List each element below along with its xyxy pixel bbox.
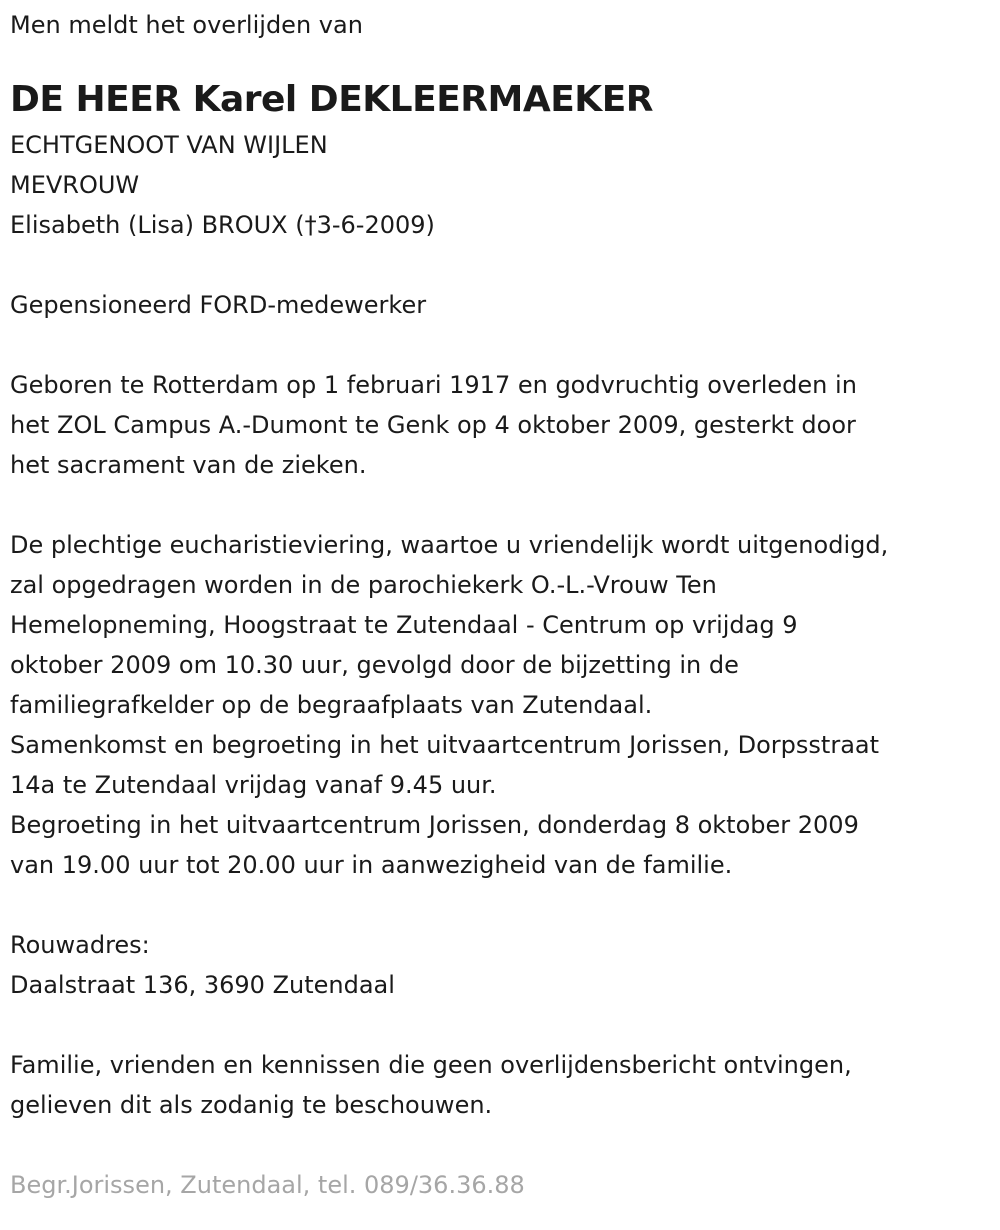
- paragraph-line: Familie, vrienden en kennissen die geen overlijdensbericht ontvingen,: [10, 1051, 852, 1079]
- deceased-name: DE HEER Karel DEKLEERMAEKER: [10, 79, 654, 120]
- paragraph-line: gelieven dit als zodanig te beschouwen.: [10, 1091, 493, 1119]
- paragraph-line: het ZOL Campus A.-Dumont te Genk op 4 oktober 2009, gesterkt door: [10, 411, 856, 439]
- spacer: [10, 485, 990, 525]
- paragraph-line: Hemelopneming, Hoogstraat te Zutendaal - Centrum op vrijdag 9: [10, 611, 798, 639]
- paragraph-line: Samenkomst en begroeting in het uitvaartcentrum Jorissen, Dorpsstraat: [10, 731, 880, 759]
- funeral-home-footer: Begr.Jorissen, Zutendaal, tel. 089/36.36.88: [10, 1171, 525, 1199]
- closing-paragraph: [10, 1045, 990, 1125]
- paragraph-line: Geboren te Rotterdam op 1 februari 1917 en godvruchtig overleden in: [10, 371, 857, 399]
- paragraph-line: oktober 2009 om 10.30 uur, gevolgd door de bijzetting in de: [10, 651, 739, 679]
- paragraph-line: De plechtige eucharistieviering, waartoe u vriendelijk wordt uitgenodigd,: [10, 531, 889, 559]
- paragraph-line: zal opgedragen worden in de parochiekerk O.-L.-Vrouw Ten: [10, 571, 717, 599]
- spacer: [10, 325, 990, 365]
- spouse-line-3: Elisabeth (Lisa) BROUX (†3-6-2009): [10, 211, 435, 239]
- spouse-line-1: ECHTGENOOT VAN WIJLEN: [10, 131, 328, 159]
- paragraph-line: familiegrafkelder op de begraafplaats van Zutendaal.: [10, 691, 653, 719]
- paragraph-line: het sacrament van de zieken.: [10, 451, 367, 479]
- occupation: Gepensioneerd FORD-medewerker: [10, 291, 427, 319]
- intro-text: Men meldt het overlijden van: [10, 11, 363, 39]
- spacer: [10, 1005, 990, 1045]
- paragraph-line: 14a te Zutendaal vrijdag vanaf 9.45 uur.: [10, 771, 497, 799]
- spacer: [10, 245, 990, 285]
- spacer: [10, 885, 990, 925]
- paragraph-line: van 19.00 uur tot 20.00 uur in aanwezigheid van de familie.: [10, 851, 733, 879]
- address: Daalstraat 136, 3690 Zutendaal: [10, 971, 395, 999]
- paragraph-line: Begroeting in het uitvaartcentrum Jorissen, donderdag 8 oktober 2009: [10, 811, 859, 839]
- ceremony-paragraph: [10, 525, 990, 885]
- spacer: [10, 1125, 990, 1165]
- address-label: Rouwadres:: [10, 931, 150, 959]
- spouse-line-2: MEVROUW: [10, 171, 140, 199]
- birth-death-paragraph: [10, 365, 990, 485]
